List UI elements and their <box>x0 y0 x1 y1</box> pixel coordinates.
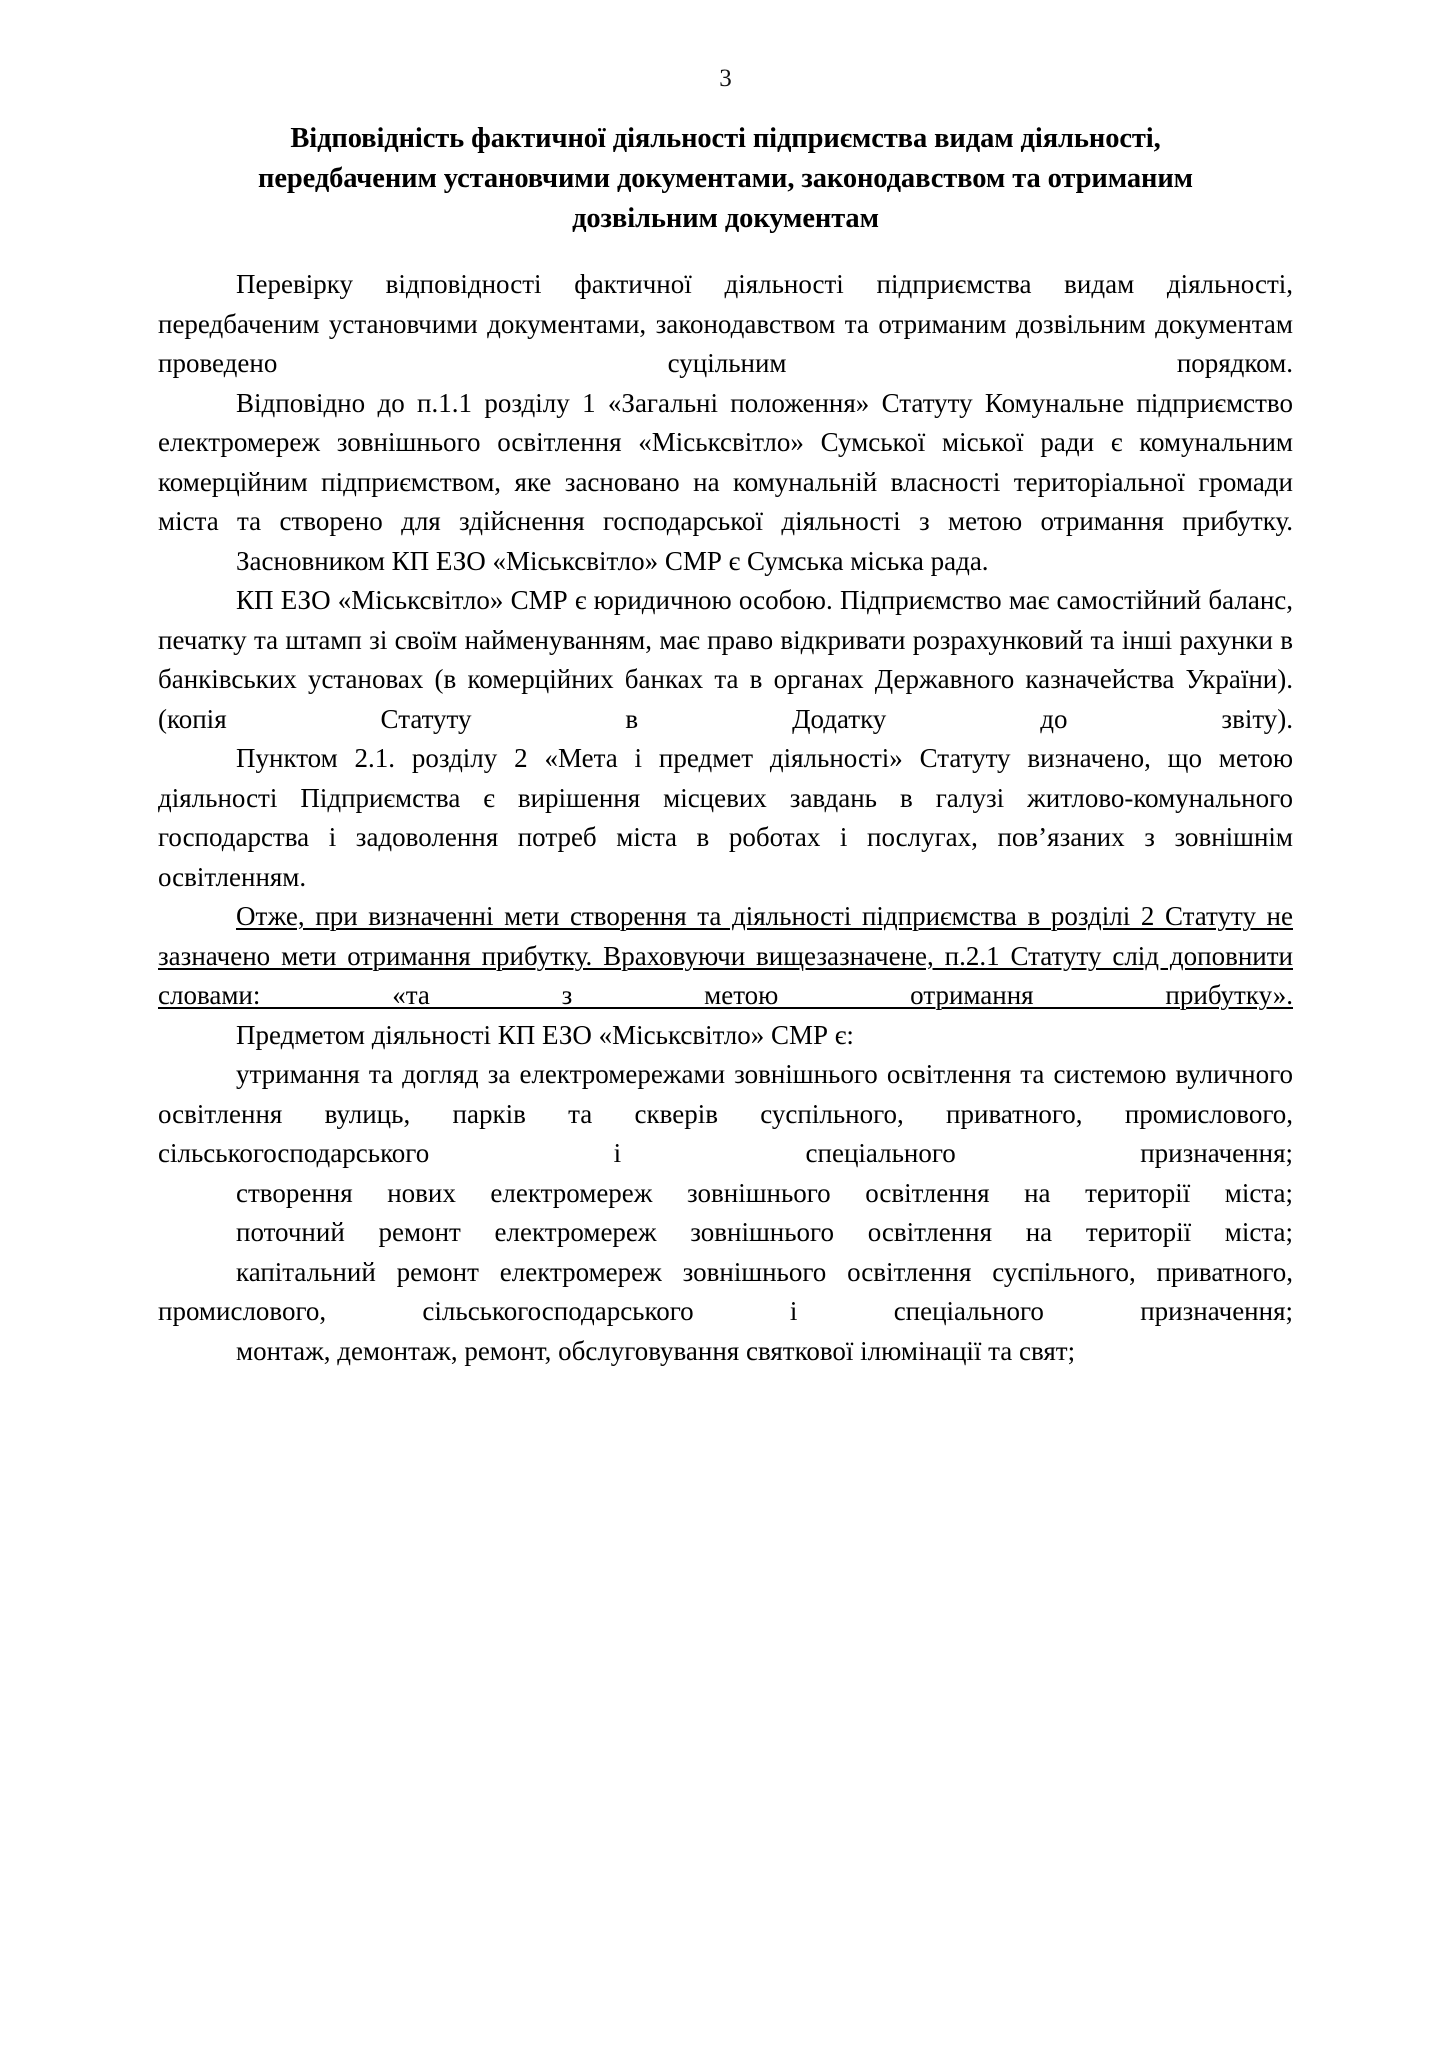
paragraph-statute-clause-2-1: Пунктом 2.1. розділу 2 «Мета і предмет діяльності» Статуту визначено, що метою діяльності Підприємства є вирішення місцевих завдань в галузі житлово-комунального господарства і задоволення потреб міста в роботах і послугах, пов’язаних з зовнішнім освітленням. <box>158 743 1293 892</box>
paragraph-inspection-scope: Перевірку відповідності фактичної діяльності підприємства видам діяльності, передбаченим установчими документами, законодавством та отриманим дозвільним документам проведено суцільним порядком. <box>158 269 1293 378</box>
list-item-new-networks: створення нових електромереж зовнішнього освітлення на території міста; <box>236 1177 1293 1208</box>
list-item-illumination: монтаж, демонтаж, ремонт, обслуговування святкової ілюмінації та свят; <box>236 1335 1076 1366</box>
document-body <box>158 265 1293 1371</box>
paragraph-subject-of-activity-intro: Предметом діяльності КП ЕЗО «Міськсвітло» СМР є: <box>236 1019 854 1050</box>
paragraph-founder: Засновником КП ЕЗО «Міськсвітло» СМР є Сумська міська рада. <box>236 545 989 576</box>
title-line-1: Відповідність фактичної діяльності підприємства видам діяльності, <box>290 123 1161 154</box>
title-line-3: дозвільним документам <box>572 203 879 234</box>
paragraph-conclusion-underlined: Отже, при визначенні мети створення та діяльності підприємства в розділі 2 Статуту не зазначено мети отримання прибутку. Враховуючи вищезазначене, п.2.1 Статуту слід доповнити словами: «та з метою отримання прибутку». <box>158 901 1293 1010</box>
list-item-capital-repair: капітальний ремонт електромереж зовнішнього освітлення суспільного, приватного, промислового, сільськогосподарського і спеціального призначення; <box>158 1256 1293 1326</box>
paragraph-legal-entity: КП ЕЗО «Міськсвітло» СМР є юридичною особою. Підприємство має самостійний баланс, печатку та штамп зі своїм найменуванням, має право відкривати розрахунковий та інші рахунки в банківських установах (в комерційних банках та в органах Державного казначейства України). (копія Статуту в Додатку до звіту). <box>158 585 1293 734</box>
list-item-maintenance: утримання та догляд за електромережами зовнішнього освітлення та системою вуличного освітлення вулиць, парків та скверів суспільного, приватного, промислового, сільськогосподарського і спеціального призначення; <box>158 1059 1293 1168</box>
page-number: 3 <box>719 65 732 92</box>
paragraph-statute-clause-1-1: Відповідно до п.1.1 розділу 1 «Загальні положення» Статуту Комунальне підприємство електромереж зовнішнього освітлення «Міськсвітло» Сумської міської ради є комунальним комерційним підприємством, яке засновано на комунальній власності територіальної громади міста та створено для здійснення господарської діяльності з метою отримання прибутку. <box>158 387 1293 536</box>
list-item-current-repair: поточний ремонт електромереж зовнішнього освітлення на території міста; <box>236 1217 1293 1247</box>
page-title <box>158 119 1293 239</box>
title-line-2: передбаченим установчими документами, законодавством та отриманим <box>258 163 1193 194</box>
page-content <box>158 0 1293 1371</box>
